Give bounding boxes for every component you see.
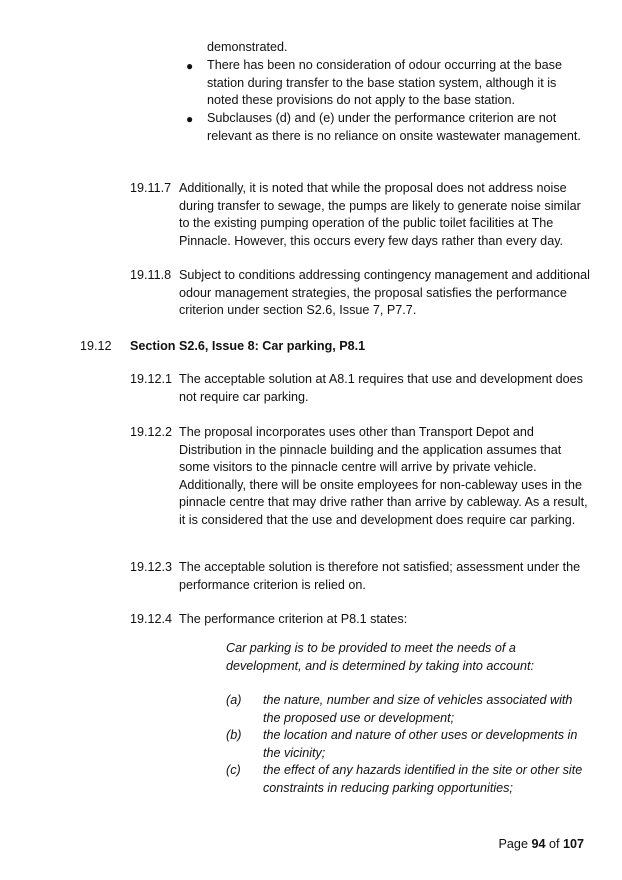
clause-text: Additionally, it is noted that while the proposal does not address noise during transfer to sewage, the pumps are likely to generate noise similar to the existing pumping operation of the public toilet facilities at The Pinnacle. However, this occurs every few days rather than every day. xyxy=(179,181,581,248)
clause-text: The proposal incorporates uses other than Transport Depot and Distribution in the pinnacle building and the application assumes that some visitors to the pinnacle centre will arrive by private vehicle. Additionally, there will be onsite employees for non-cableway uses in the pinnacle centre that may drive rather than arrive by cableway. As a result, it is considered that the use and development does require car parking. xyxy=(179,425,588,527)
quote-intro: Car parking is to be provided to meet the needs of a development, and is determined by taking into account: xyxy=(226,641,535,673)
clause-number: 19.12.4 xyxy=(130,612,173,626)
section-number: 19.12 xyxy=(80,339,112,353)
clause-number: 19.12.3 xyxy=(130,560,173,574)
footer-of: of xyxy=(548,837,560,851)
quote-item-label: (a) xyxy=(226,693,242,707)
quote-item-text: the nature, number and size of vehicles associated with the proposed use or development; xyxy=(263,693,573,725)
bullet-icon: ● xyxy=(186,59,194,73)
clause-number: 19.11.7 xyxy=(130,181,172,195)
quote-item-label: (b) xyxy=(226,728,242,742)
total-pages: 107 xyxy=(562,837,584,851)
clause-number: 19.11.8 xyxy=(130,268,172,282)
quote-item-label: (c) xyxy=(226,763,241,777)
quote-item-text: the effect of any hazards identified in the site or other site constraints in reducing parking opportunities; xyxy=(263,763,583,795)
bullet-item: There has been no consideration of odour occurring at the base station during transfer to the base station system, although it is noted these provisions do not apply to the base station. xyxy=(207,58,562,107)
bullet-icon: ● xyxy=(186,112,194,126)
clause-text: The acceptable solution is therefore not satisfied; assessment under the performance criterion is relied on. xyxy=(179,560,581,592)
clause-text: Subject to conditions addressing contingency management and additional odour management strategies, the proposal satisfies the performance criterion under section S2.6, Issue 7, P7.7. xyxy=(179,268,590,317)
page-footer xyxy=(499,836,584,854)
quote-item-text: the location and nature of other uses or developments in the vicinity; xyxy=(263,728,578,760)
bullet-item: Subclauses (d) and (e) under the performance criterion are not relevant as there is no reliance on onsite wastewater management. xyxy=(207,111,581,143)
clause-number: 19.12.2 xyxy=(130,425,173,439)
section-heading: Section S2.6, Issue 8: Car parking, P8.1 xyxy=(130,339,366,353)
clause-text: The performance criterion at P8.1 states: xyxy=(179,612,408,626)
clause-text: The acceptable solution at A8.1 requires that use and development does not require car parking. xyxy=(179,372,583,404)
current-page-number: 94 xyxy=(531,837,546,851)
continued-text: demonstrated. xyxy=(207,40,288,54)
clause-number: 19.12.1 xyxy=(130,372,173,386)
footer-prefix: Page xyxy=(498,837,528,851)
